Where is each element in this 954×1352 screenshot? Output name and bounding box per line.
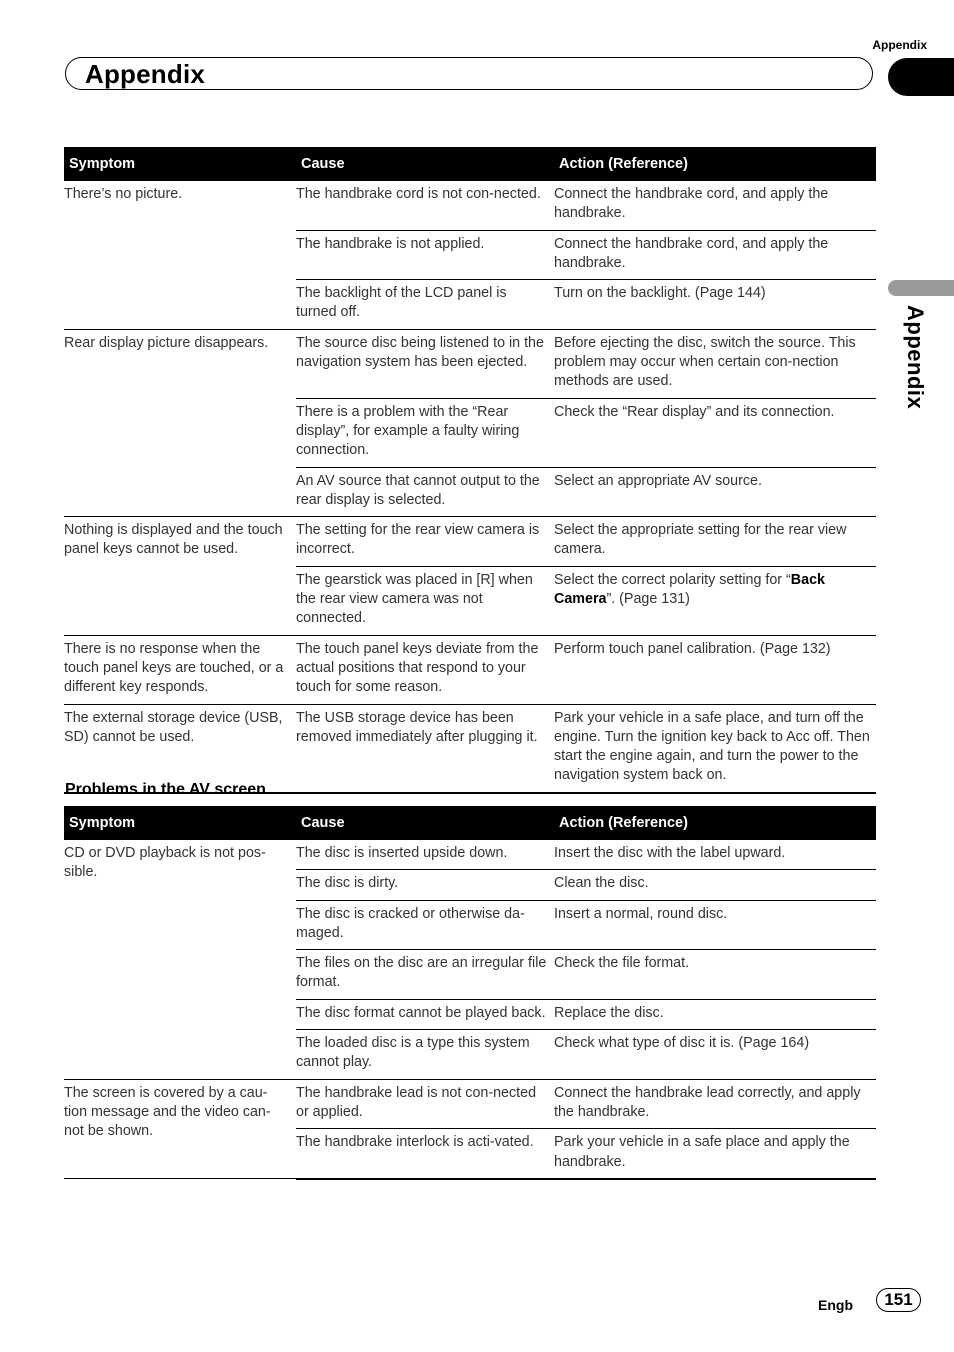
cause-cell: The backlight of the LCD panel is turned off.	[296, 280, 554, 330]
action-cell: Clean the disc.	[554, 870, 876, 900]
action-cell: Select the appropriate setting for the rear view camera.	[554, 517, 876, 567]
cause-cell: The setting for the rear view camera is incorrect.	[296, 517, 554, 567]
table-row	[64, 181, 876, 230]
action-cell: Insert the disc with the label upward.	[554, 840, 876, 870]
header-symptom: Symptom	[64, 147, 296, 181]
troubleshooting-table-av	[64, 806, 876, 1180]
side-index-label: Appendix	[903, 305, 928, 410]
back-camera-setting-ref: Back Camera	[554, 571, 825, 608]
cause-cell: The handbrake lead is not con-nected or applied.	[296, 1079, 554, 1129]
language-code: Engb	[818, 1297, 853, 1313]
action-text: ”. (Page 131)	[606, 591, 690, 608]
symptom-cell: There is no response when the touch panel keys are touched, or a different key responds.	[64, 635, 296, 704]
action-cell: Park your vehicle in a safe place and apply the handbrake.	[554, 1129, 876, 1179]
symptom-cell: Rear display picture disappears.	[64, 329, 296, 516]
chapter-tab-marker	[888, 58, 954, 96]
page-title: Appendix	[85, 59, 206, 89]
symptom-cell: The screen is covered by a cau-tion message and the video can-not be shown.	[64, 1079, 296, 1179]
table-row	[64, 517, 876, 567]
cause-cell: The handbrake is not applied.	[296, 230, 554, 280]
action-cell: Connect the handbrake cord, and apply the handbrake.	[554, 230, 876, 280]
action-cell: Before ejecting the disc, switch the source. This problem may occur when certain con-nection methods are used.	[554, 329, 876, 398]
page-number: 151	[876, 1288, 921, 1312]
action-cell: Connect the handbrake lead correctly, and apply the handbrake.	[554, 1079, 876, 1129]
cause-cell: The touch panel keys deviate from the actual positions that respond to your touch for some reason.	[296, 635, 554, 704]
header-cause: Cause	[296, 147, 554, 181]
header-action: Action (Reference)	[554, 806, 876, 840]
table-row	[64, 840, 876, 870]
action-text: Select the correct polarity setting for “	[554, 571, 791, 588]
table-header-row	[64, 147, 876, 181]
chapter-title-banner	[65, 57, 873, 90]
troubleshooting-table-display	[64, 147, 876, 794]
table-row	[64, 329, 876, 398]
action-cell	[554, 566, 876, 635]
symptom-cell: There’s no picture.	[64, 181, 296, 329]
action-cell: Check the “Rear display” and its connection.	[554, 398, 876, 467]
table-row	[64, 1079, 876, 1129]
cause-cell: The USB storage device has been removed immediately after plugging it.	[296, 704, 554, 793]
action-cell: Park your vehicle in a safe place, and turn off the engine. Turn the ignition key back to Acc off. Then start the engine again, and turn the power to the navigation system back on.	[554, 704, 876, 793]
symptom-cell: Nothing is displayed and the touch panel keys cannot be used.	[64, 517, 296, 635]
cause-cell: There is a problem with the “Rear display”, for example a faulty wiring connection.	[296, 398, 554, 467]
cause-cell: The gearstick was placed in [R] when the rear view camera was not connected.	[296, 566, 554, 635]
action-cell: Insert a normal, round disc.	[554, 900, 876, 950]
cause-cell: The loaded disc is a type this system cannot play.	[296, 1030, 554, 1080]
cause-cell: The handbrake interlock is acti-vated.	[296, 1129, 554, 1179]
action-cell: Replace the disc.	[554, 999, 876, 1029]
header-action: Action (Reference)	[554, 147, 876, 181]
header-symptom: Symptom	[64, 806, 296, 840]
cause-cell: An AV source that cannot output to the rear display is selected.	[296, 467, 554, 517]
symptom-cell: CD or DVD playback is not pos-sible.	[64, 840, 296, 1079]
action-cell: Turn on the backlight. (Page 144)	[554, 280, 876, 330]
cause-cell: The disc is cracked or otherwise da-maged.	[296, 900, 554, 950]
cause-cell: The files on the disc are an irregular file format.	[296, 950, 554, 1000]
table-header-row	[64, 806, 876, 840]
table-row	[64, 635, 876, 704]
action-cell: Check the file format.	[554, 950, 876, 1000]
action-cell: Connect the handbrake cord, and apply the handbrake.	[554, 181, 876, 230]
cause-cell: The source disc being listened to in the navigation system has been ejected.	[296, 329, 554, 398]
side-index-bar	[888, 280, 954, 296]
action-cell: Check what type of disc it is. (Page 164)	[554, 1030, 876, 1080]
symptom-cell: The external storage device (USB, SD) cannot be used.	[64, 704, 296, 793]
running-head: Appendix	[872, 38, 927, 52]
header-cause: Cause	[296, 806, 554, 840]
table-row	[64, 704, 876, 793]
action-cell: Perform touch panel calibration. (Page 132)	[554, 635, 876, 704]
cause-cell: The disc is dirty.	[296, 870, 554, 900]
cause-cell: The disc is inserted upside down.	[296, 840, 554, 870]
section-heading: Problems in the AV screen	[65, 781, 266, 798]
cause-cell: The disc format cannot be played back.	[296, 999, 554, 1029]
action-cell: Select an appropriate AV source.	[554, 467, 876, 517]
cause-cell: The handbrake cord is not con-nected.	[296, 181, 554, 230]
